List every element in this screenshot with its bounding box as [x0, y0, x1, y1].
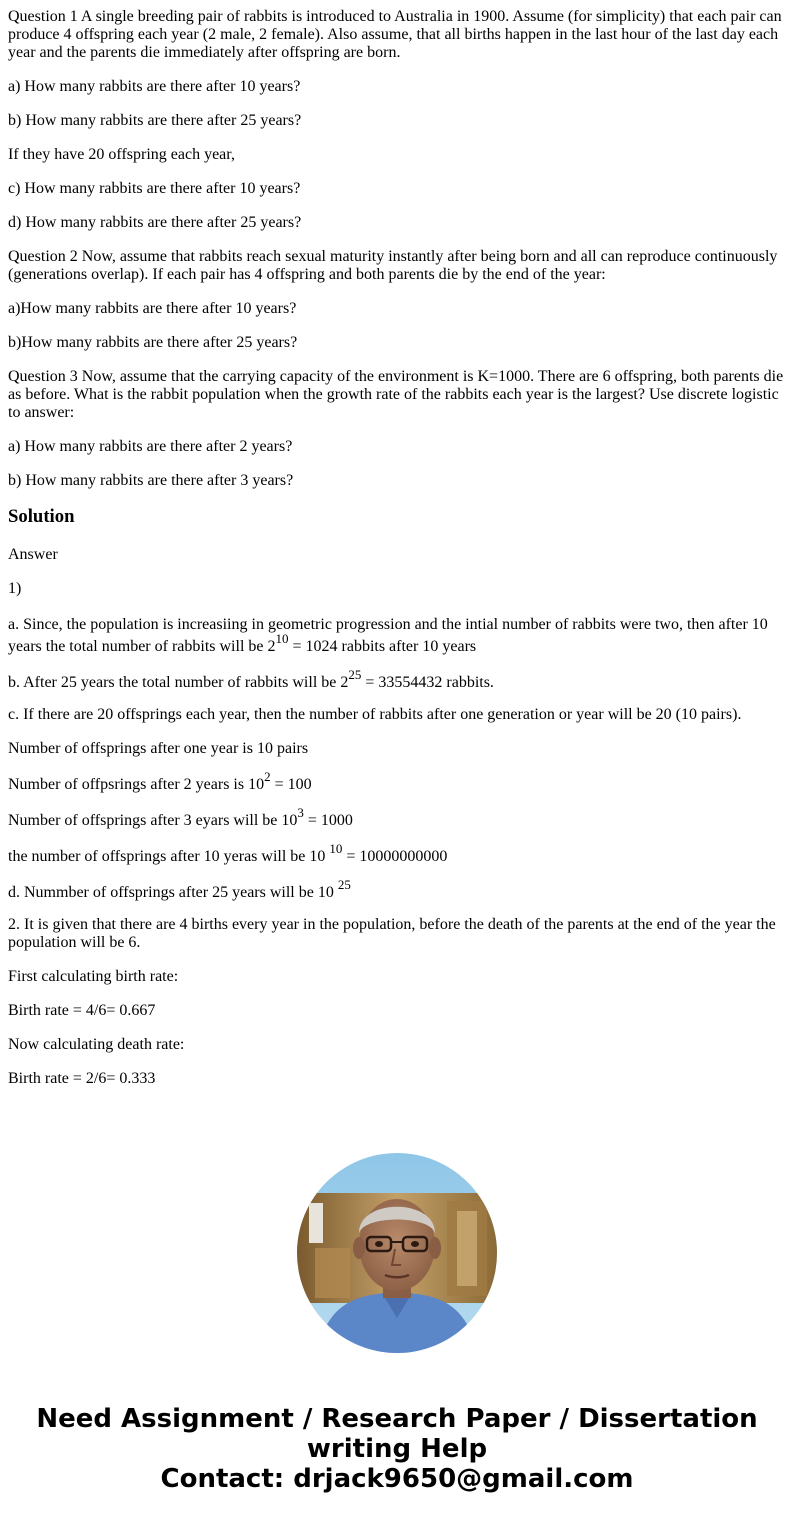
birth-calc-label: First calculating birth rate: [8, 968, 179, 985]
answer-a-text: a. Since, the population is increasiing in geometric progression and the intial number of rabbits were two, then after 10 years the total number of rabbits will be 2 [8, 616, 768, 655]
part2-text: 2. It is given that there are 4 births every year in the population, before the death of the parents at the end of the year the population will be 6. [8, 916, 776, 951]
q1-part-c: c) How many rabbits are there after 10 years? [8, 180, 301, 197]
offsprings-three-years [8, 804, 786, 832]
banner-line-1: Need Assignment / Research Paper / Dissertation [36, 1404, 758, 1434]
q2-part-b: b)How many rabbits are there after 25 years? [8, 334, 298, 351]
offsprings-ten-years [8, 840, 786, 868]
q1-condition: If they have 20 offspring each year, [8, 146, 235, 163]
birth-rate: Birth rate = 4/6= 0.667 [8, 1002, 156, 1019]
answer-b-result: = 33554432 rabbits. [361, 674, 494, 691]
q1-part-b: b) How many rabbits are there after 25 years? [8, 112, 302, 129]
ten-years-text: the number of offsprings after 10 yeras will be 10 [8, 848, 330, 865]
answer-a-result: = 1024 rabbits after 10 years [288, 638, 477, 655]
q3-part-a: a) How many rabbits are there after 2 years? [8, 438, 293, 455]
offsprings-two-years [8, 768, 786, 796]
answer-d-text: d. Nummber of offsprings after 25 years will be 10 [8, 884, 338, 901]
q2-intro: Question 2 Now, assume that rabbits reach sexual maturity instantly after being born and all can reproduce continuously (generations overlap). If each pair has 4 offspring and both parents die by the end of the year: [8, 248, 778, 283]
part1-label: 1) [8, 580, 22, 597]
q3-intro: Question 3 Now, assume that the carrying capacity of the environment is K=1000. There are 6 offspring, both parents die as before. What is the rabbit population when the growth rate of the rabbits each year is the largest? Use discrete logistic to answer: [8, 368, 784, 421]
avatar-portrait [297, 1153, 497, 1353]
answer-a [8, 614, 786, 658]
answer-b [8, 666, 786, 694]
q1-intro: Question 1 A single breeding pair of rabbits is introduced to Australia in 1900. Assume (for simplicity) that each pair can produce 4 offspring each year (2 male, 2 female). Also assume, that all births happen in the last hour of the last day each year and the parents die immediately after offspring are born. [8, 8, 782, 61]
banner-contact: Contact: drjack9650@gmail.com [160, 1464, 634, 1494]
two-years-exponent: 2 [264, 768, 271, 784]
q1-part-a: a) How many rabbits are there after 10 years? [8, 78, 301, 95]
author-avatar [297, 1153, 497, 1353]
two-years-text: Number of offpsrings after 2 years is 10 [8, 776, 265, 793]
answer-c: c. If there are 20 offsprings each year, then the number of rabbits after one generation or year will be 20 (10 pairs). [8, 706, 742, 723]
ten-years-exponent: 10 [329, 840, 343, 856]
three-years-text: Number of offsprings after 3 eyars will be 10 [8, 812, 298, 829]
answer-label: Answer [8, 546, 58, 563]
two-years-result: = 100 [270, 776, 312, 793]
answer-d-exponent: 25 [337, 876, 351, 892]
answer-b-exponent: 25 [348, 666, 362, 682]
death-calc-label: Now calculating death rate: [8, 1036, 185, 1053]
three-years-exponent: 3 [297, 804, 304, 820]
q2-part-a: a)How many rabbits are there after 10 years? [8, 300, 297, 317]
three-years-result: = 1000 [303, 812, 353, 829]
solution-heading: Solution [8, 506, 75, 527]
q3-part-b: b) How many rabbits are there after 3 years? [8, 472, 294, 489]
answer-d [8, 876, 786, 904]
answer-a-exponent: 10 [275, 630, 289, 646]
q1-part-d: d) How many rabbits are there after 25 years? [8, 214, 302, 231]
answer-b-text: b. After 25 years the total number of rabbits will be 2 [8, 674, 349, 691]
ten-years-result: = 10000000000 [342, 848, 448, 865]
death-rate: Birth rate = 2/6= 0.333 [8, 1070, 156, 1087]
document-body [8, 8, 786, 1104]
promo-banner [0, 1404, 794, 1494]
offsprings-one-year: Number of offsprings after one year is 10 pairs [8, 740, 309, 757]
banner-line-2: writing Help [306, 1434, 488, 1464]
